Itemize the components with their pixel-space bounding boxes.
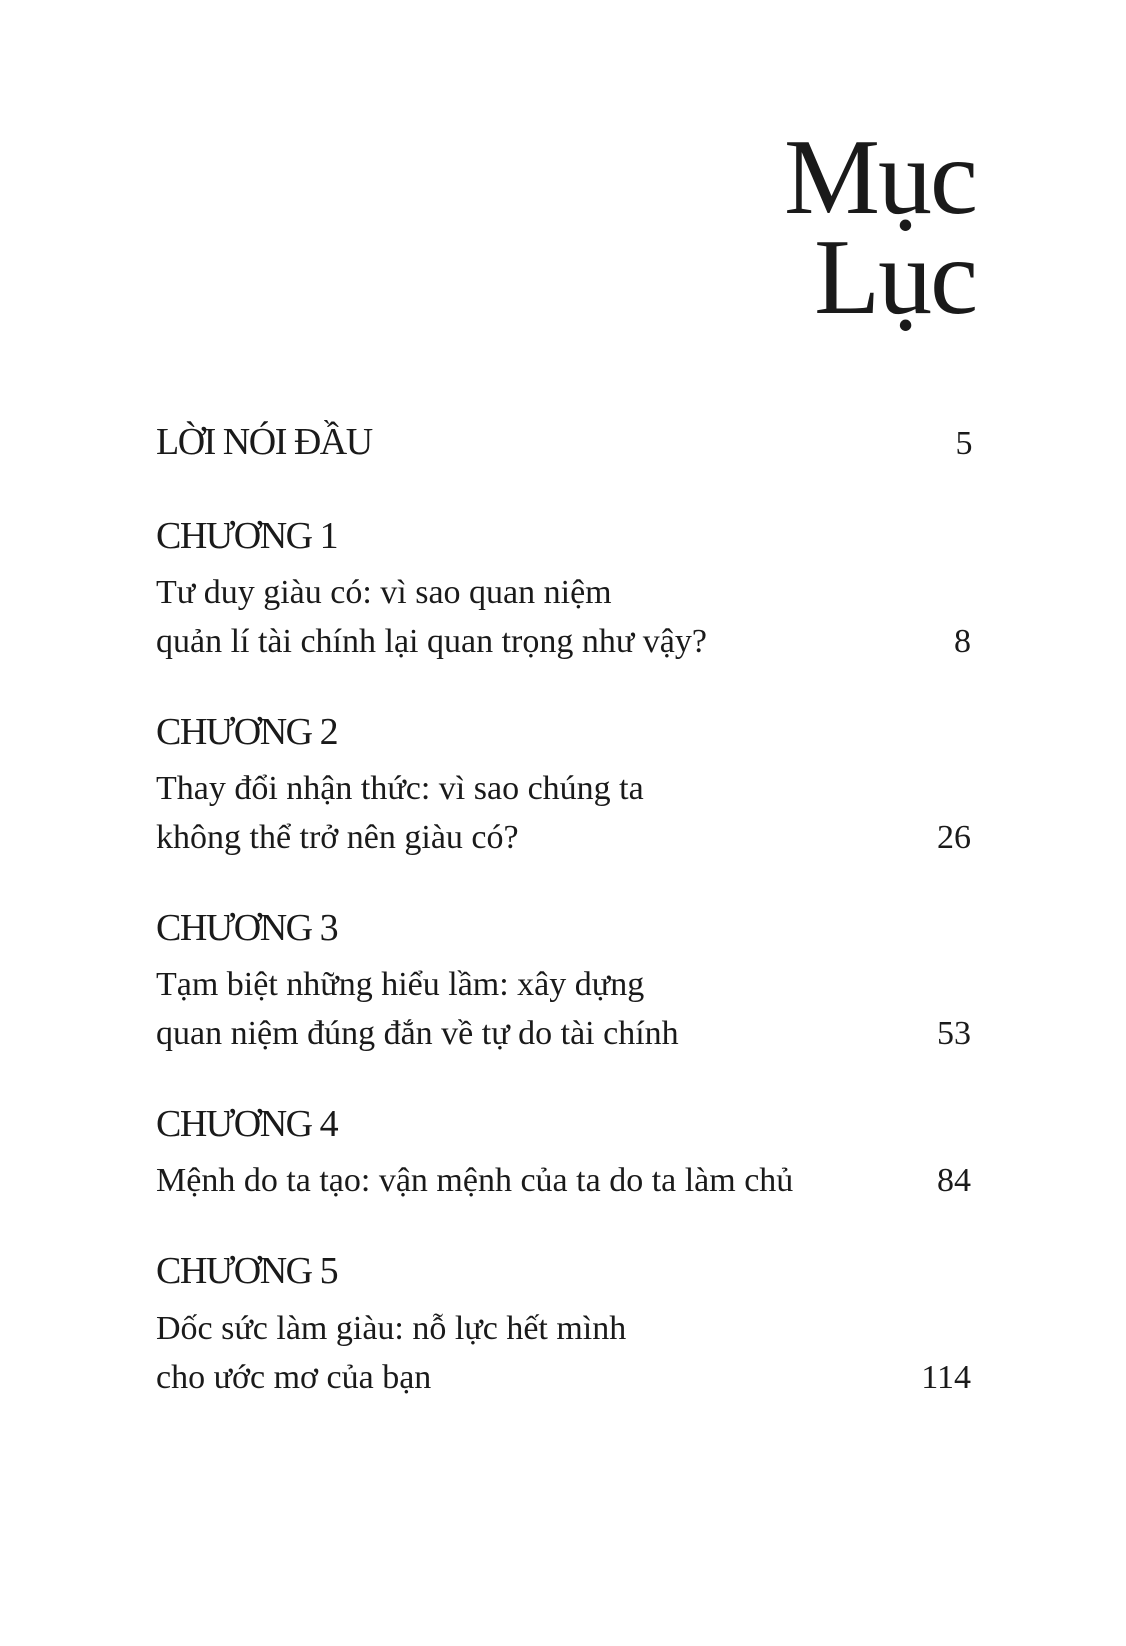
chapter-2-title-line-1: Thay đổi nhận thức: vì sao chúng ta bbox=[156, 770, 644, 807]
title-line-2: Lục bbox=[814, 218, 976, 337]
preface-page-number: 5 bbox=[955, 425, 971, 462]
chapter-4-page-number: 84 bbox=[937, 1162, 971, 1199]
chapter-1-page-number: 8 bbox=[954, 623, 971, 660]
chapter-3-title-line-2: quan niệm đúng đắn về tự do tài chính bbox=[156, 1015, 679, 1052]
chapter-2-title-line-2: không thể trở nên giàu có? bbox=[156, 819, 519, 856]
title-line-1: Mục bbox=[784, 118, 976, 237]
toc-entry-chapter-2[interactable] bbox=[156, 764, 971, 862]
chapter-3-heading: CHƯƠNG 3 bbox=[156, 907, 338, 949]
chapter-5-heading: CHƯƠNG 5 bbox=[156, 1250, 338, 1292]
toc-entry-chapter-4[interactable] bbox=[156, 1156, 971, 1205]
chapter-4-heading: CHƯƠNG 4 bbox=[156, 1103, 338, 1145]
preface-label: LỜI NÓI ĐẦU bbox=[156, 421, 372, 463]
chapter-5-title-line-1: Dốc sức làm giàu: nỗ lực hết mình bbox=[156, 1310, 627, 1347]
chapter-3-page-number: 53 bbox=[937, 1015, 971, 1052]
toc-entry-chapter-5[interactable] bbox=[156, 1304, 971, 1402]
chapter-5-title-line-2: cho ước mơ của bạn bbox=[156, 1359, 432, 1396]
chapter-5-page-number: 114 bbox=[921, 1359, 971, 1396]
chapter-4-title-line-1: Mệnh do ta tạo: vận mệnh của ta do ta làm chủ bbox=[156, 1162, 794, 1199]
chapter-2-page-number: 26 bbox=[937, 819, 971, 856]
chapter-1-title-line-2: quản lí tài chính lại quan trọng như vậy? bbox=[156, 623, 707, 660]
chapter-3-title-line-1: Tạm biệt những hiểu lầm: xây dựng bbox=[156, 966, 645, 1003]
toc-entry-chapter-3[interactable] bbox=[156, 960, 971, 1058]
chapter-1-title-line-1: Tư duy giàu có: vì sao quan niệm bbox=[156, 574, 612, 611]
chapter-2-heading: CHƯƠNG 2 bbox=[156, 711, 338, 753]
chapter-1-heading: CHƯƠNG 1 bbox=[156, 515, 338, 557]
page-title bbox=[784, 118, 976, 337]
toc-entry-preface[interactable] bbox=[156, 420, 971, 466]
toc-entry-chapter-1[interactable] bbox=[156, 568, 971, 666]
